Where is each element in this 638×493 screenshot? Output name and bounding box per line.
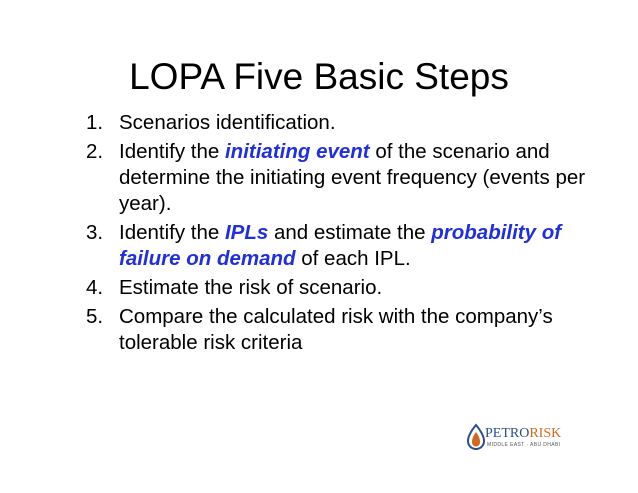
steps-list: [86, 110, 606, 359]
step-item-1: [86, 110, 606, 136]
step-text: Identify the: [119, 221, 225, 244]
step-text: Identify the: [119, 140, 225, 163]
step-item-4: [86, 275, 606, 301]
petrorisk-logo: [466, 423, 566, 453]
step-number: 3.: [86, 221, 104, 244]
step-number: 2.: [86, 140, 104, 163]
step-text: and estimate the: [268, 221, 432, 244]
highlight-initiating-event: initiating event: [224, 140, 370, 163]
logo-word-petro: PETRO: [485, 426, 530, 441]
highlight-ipls: IPLs: [224, 221, 269, 244]
step-text: Scenarios identification.: [119, 111, 336, 134]
step-item-2: [86, 139, 606, 217]
step-text: of each IPL.: [295, 247, 411, 270]
logo-wordmark: [485, 426, 561, 442]
step-item-3: [86, 220, 606, 272]
step-text: of the scenario and determine the initiating event frequency (events per year).: [119, 140, 586, 215]
step-text: Estimate the risk of scenario.: [119, 276, 383, 299]
step-text: Compare the calculated risk with the company’s tolerable risk criteria: [119, 305, 553, 354]
step-number: 5.: [86, 305, 104, 328]
slide-title: LOPA Five Basic Steps: [129, 56, 509, 97]
step-number: 1.: [86, 111, 104, 134]
flame-drop-icon: [466, 423, 486, 451]
logo-tagline: MIDDLE EAST · ABU DHABI: [487, 442, 561, 448]
logo-word-risk: RISK: [529, 426, 562, 441]
highlight-probability-of-failure: probability of failure on demand: [119, 221, 562, 270]
step-item-5: [86, 304, 606, 356]
step-number: 4.: [86, 276, 104, 299]
